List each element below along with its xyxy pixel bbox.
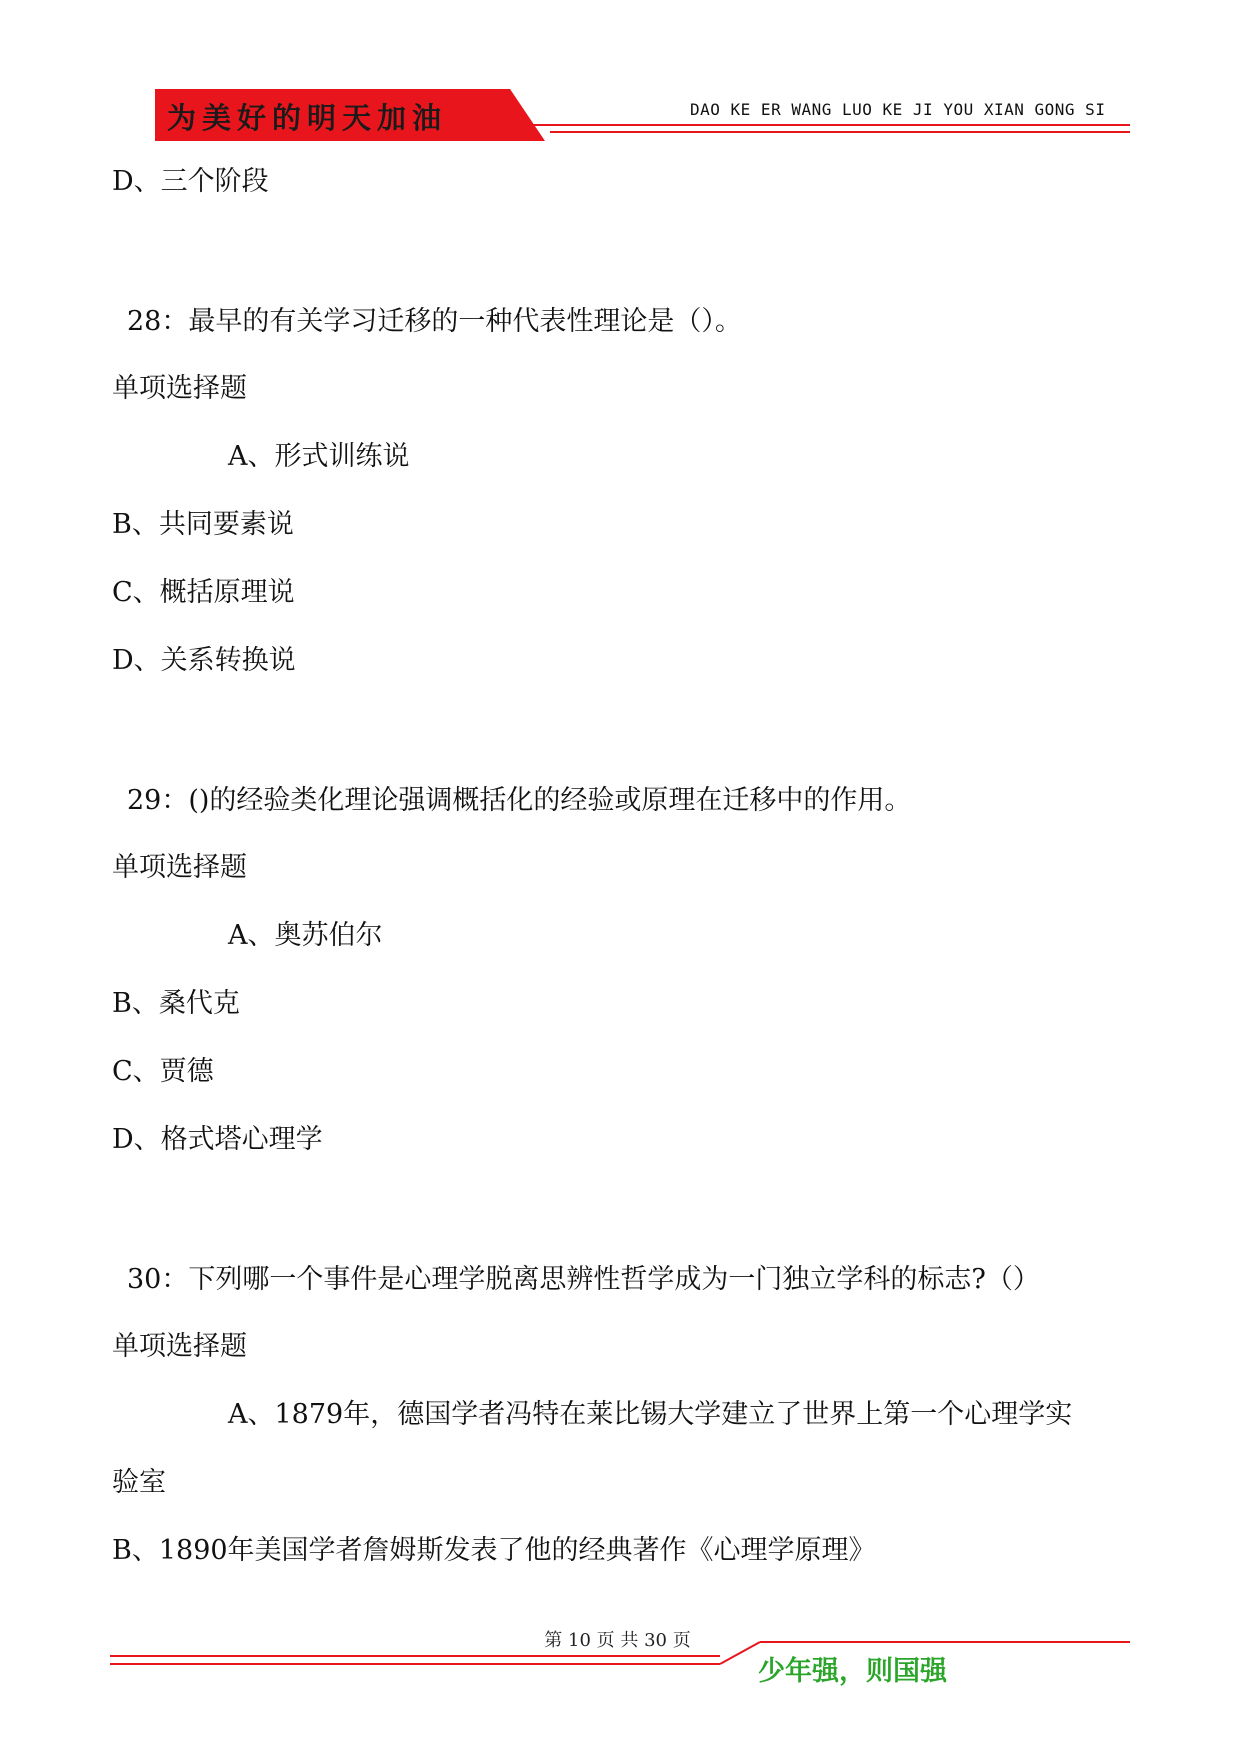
question-28-stem: 28：最早的有关学习迁移的一种代表性理论是（）。 xyxy=(127,306,742,337)
header-slogan: 为美好的明天加油 xyxy=(167,101,448,135)
footer-divider-lines xyxy=(110,1640,1130,1676)
question-28-option-b: B、共同要素说 xyxy=(112,509,294,540)
question-29-option-a: A、奥苏伯尔 xyxy=(228,920,383,951)
header-company-name: DAO KE ER WANG LUO KE JI YOU XIAN GONG SI xyxy=(690,100,1106,119)
question-29-stem: 29：()的经验类化理论强调概括化的经验或原理在迁移中的作用。 xyxy=(127,785,912,816)
page-number: 第 10 页 共 30 页 xyxy=(544,1630,691,1651)
question-30-type: 单项选择题 xyxy=(112,1331,247,1362)
previous-question-option-d: D、三个阶段 xyxy=(112,166,269,197)
question-29-option-b: B、桑代克 xyxy=(112,988,240,1019)
question-29-type: 单项选择题 xyxy=(112,852,247,883)
question-30-option-a-continued: 验室 xyxy=(112,1467,166,1498)
question-28-option-d: D、关系转换说 xyxy=(112,645,296,676)
question-28-option-a: A、形式训练说 xyxy=(228,441,410,472)
question-28-option-c: C、概括原理说 xyxy=(112,577,295,608)
question-29-option-c: C、贾德 xyxy=(112,1056,214,1087)
question-30-stem: 30：下列哪一个事件是心理学脱离思辨性哲学成为一门独立学科的标志?（） xyxy=(127,1264,1040,1295)
question-30-option-b: B、1890年美国学者詹姆斯发表了他的经典著作《心理学原理》 xyxy=(112,1535,876,1566)
question-28-type: 单项选择题 xyxy=(112,373,247,404)
footer-slogan: 少年强，则国强 xyxy=(758,1656,947,1687)
question-29-option-d: D、格式塔心理学 xyxy=(112,1124,323,1155)
question-30-option-a: A、1879年，德国学者冯特在莱比锡大学建立了世界上第一个心理学实 xyxy=(228,1399,1073,1430)
header-divider-lines xyxy=(500,120,1130,140)
